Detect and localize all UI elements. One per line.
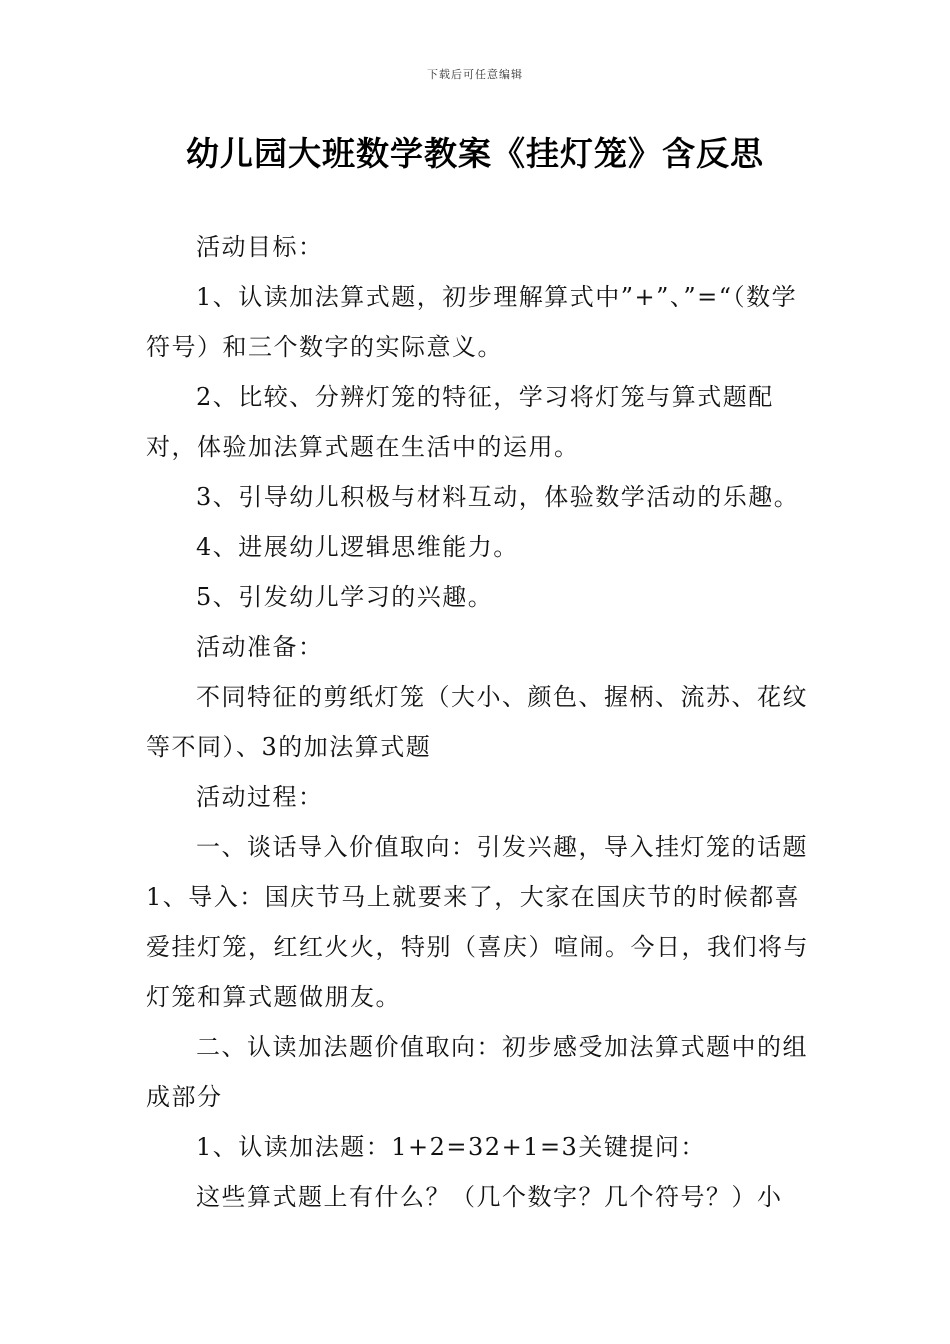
paragraph-preparation: 不同特征的剪纸灯笼（大小、颜色、握柄、流苏、花纹等不同）、3的加法算式题 [146, 683, 808, 761]
paragraph-goal-5: 5、引发幼儿学习的兴趣。 [196, 583, 494, 611]
paragraph-step-1: 一、谈话导入价值取向：引发兴趣，导入挂灯笼的话题1、导入：国庆节马上就要来了，大家在国庆节的时候都喜爱挂灯笼，红红火火，特别（喜庆）喧闹。今日，我们将与灯笼和算式题做朋友。 [146, 833, 809, 1011]
paragraph-step-2: 二、认读加法题价值取向：初步感受加法算式题中的组成部分 [146, 1033, 808, 1111]
paragraph-goal-2: 2、比较、分辨灯笼的特征，学习将灯笼与算式题配对，体验加法算式题在生活中的运用。 [146, 383, 774, 461]
paragraph-preparation-heading: 活动准备： [196, 633, 324, 661]
paragraph-goal-4: 4、进展幼儿逻辑思维能力。 [196, 533, 519, 561]
document-body [146, 222, 811, 1222]
paragraph-question: 这些算式题上有什么？（几个数字？几个符号？）小 [196, 1183, 783, 1211]
paragraph-goal-1: 1、认读加法算式题，初步理解算式中”+”、”=“（数学符号）和三个数字的实际意义。 [146, 283, 798, 361]
paragraph-process-heading: 活动过程： [196, 783, 324, 811]
header-note: 下载后可任意编辑 [427, 68, 523, 81]
paragraph-goals-heading: 活动目标： [196, 233, 324, 261]
document-title: 幼儿园大班数学教案《挂灯笼》含反思 [186, 134, 764, 173]
paragraph-goal-3: 3、引导幼儿积极与材料互动，体验数学活动的乐趣。 [196, 483, 800, 511]
paragraph-step-2-1: 1、认读加法题：1+2=32+1=3关键提问： [196, 1133, 706, 1161]
